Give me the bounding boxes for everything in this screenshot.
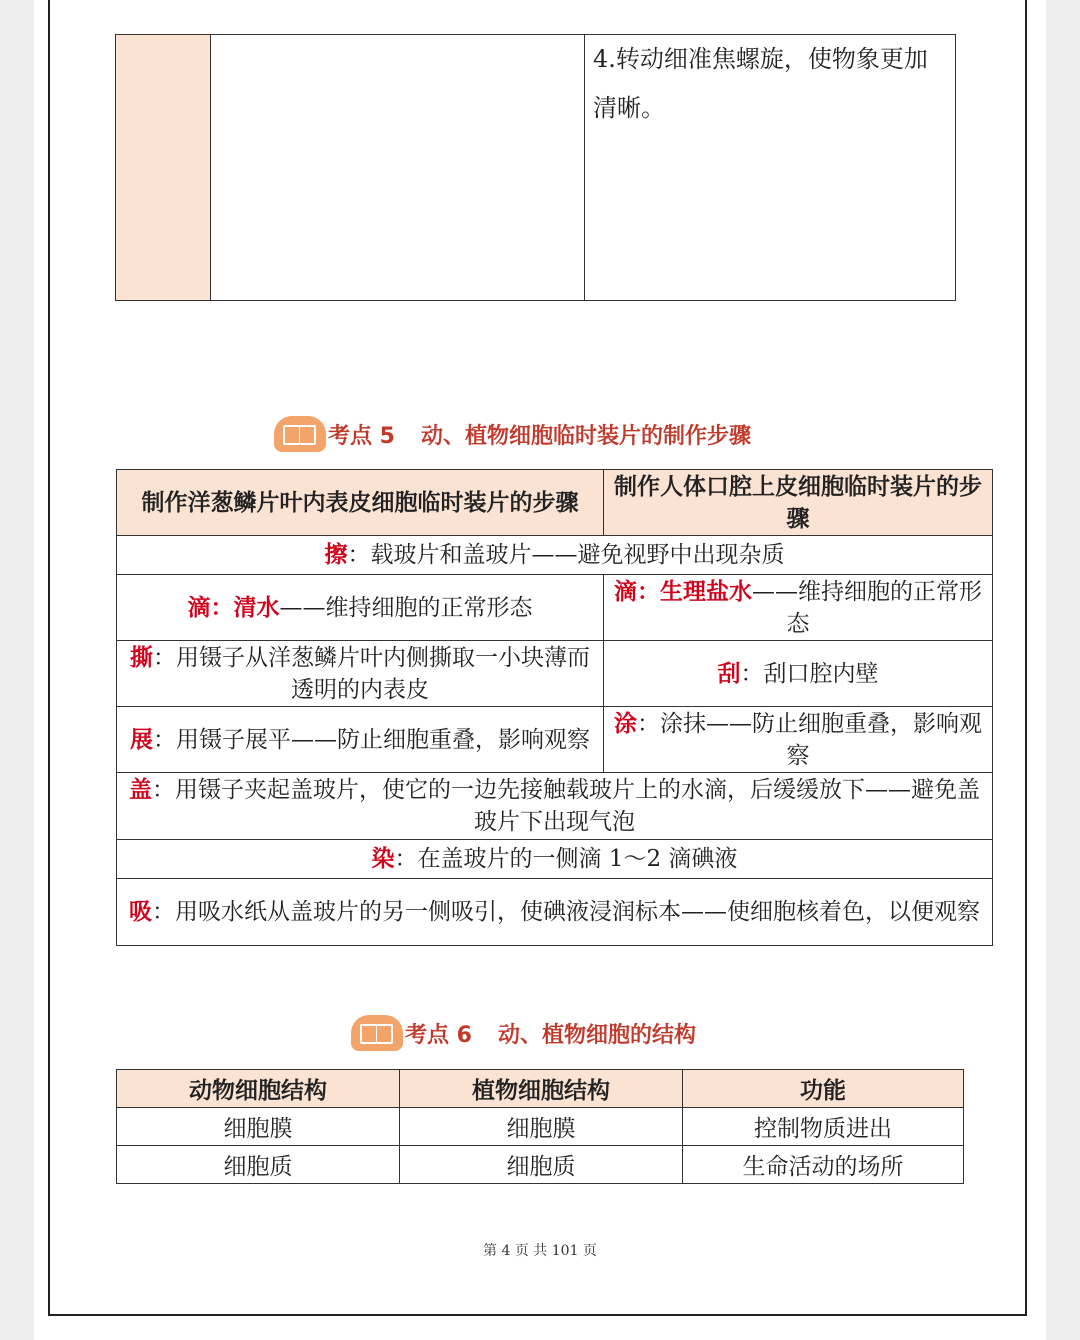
step-cheek-drop xyxy=(604,575,993,641)
structure-cell: 细胞质 xyxy=(400,1146,683,1184)
step-key: 涂 xyxy=(614,710,637,737)
steps-header-onion: 制作洋葱鳞片叶内表皮细胞临时装片的步骤 xyxy=(117,470,604,536)
step-key: 刮 xyxy=(717,660,741,687)
fragment-right-text: 4.转动细准焦螺旋，使物象更加清晰。 xyxy=(593,45,928,122)
structure-table xyxy=(116,1069,964,1184)
step-sep: ： xyxy=(637,578,660,605)
section5-title: 动、植物细胞临时装片的制作步骤 xyxy=(420,423,751,449)
step-row-stain xyxy=(117,840,993,879)
book-icon xyxy=(274,416,326,452)
step-highlight: 清水 xyxy=(233,594,280,621)
fragment-middle-cell xyxy=(211,35,585,301)
book-icon xyxy=(351,1015,403,1051)
step-text: 用吸水纸从盖玻片的另一侧吸引，使碘液浸润标本——使细胞核着色，以便观察 xyxy=(175,899,980,925)
step-text: 涂抹——防止细胞重叠，影响观察 xyxy=(660,710,982,769)
step-key: 擦 xyxy=(324,542,348,568)
step-text: 用镊子展平——防止细胞重叠，影响观察 xyxy=(176,726,590,753)
section6-title: 动、植物细胞的结构 xyxy=(497,1022,696,1048)
structure-cell: 细胞膜 xyxy=(400,1108,683,1146)
section5-number: 考点 5 xyxy=(328,423,395,449)
step-row-wipe xyxy=(117,536,993,575)
structure-header-animal: 动物细胞结构 xyxy=(117,1070,400,1108)
step-highlight: 生理盐水 xyxy=(660,578,752,605)
step-onion-drop xyxy=(117,575,604,641)
step-cheek-smear xyxy=(604,707,993,773)
structure-cell: 生命活动的场所 xyxy=(683,1146,964,1184)
structure-header-function: 功能 xyxy=(683,1070,964,1108)
step-sep: ： xyxy=(740,660,764,687)
structure-cell: 控制物质进出 xyxy=(683,1108,964,1146)
step-sep: ： xyxy=(347,542,371,568)
step-sep: ： xyxy=(153,726,176,753)
previous-table-fragment xyxy=(115,34,956,301)
step-text: 用镊子从洋葱鳞片叶内侧撕取一小块薄而透明的内表皮 xyxy=(176,644,590,703)
fragment-label-cell xyxy=(116,35,211,301)
step-key: 展 xyxy=(130,726,153,753)
step-key: 染 xyxy=(371,846,395,872)
step-text: 载玻片和盖玻片——避免视野中出现杂质 xyxy=(370,542,785,568)
step-text: 刮口腔内壁 xyxy=(763,660,879,687)
step-text: ——维持细胞的正常形态 xyxy=(279,594,533,621)
structure-header-plant: 植物细胞结构 xyxy=(400,1070,683,1108)
step-sep: ： xyxy=(152,777,175,803)
step-key: 吸 xyxy=(129,899,152,925)
step-key: 撕 xyxy=(130,644,153,671)
step-onion-tear xyxy=(117,641,604,707)
step-sep: ： xyxy=(153,644,176,671)
step-key: 滴 xyxy=(614,578,637,605)
step-sep: ： xyxy=(637,710,660,737)
table-row xyxy=(117,1108,964,1146)
step-text: 在盖玻片的一侧滴 1～2 滴碘液 xyxy=(417,846,738,872)
step-text: 用镊子夹起盖玻片，使它的一边先接触载玻片上的水滴，后缓缓放下——避免盖玻片下出现气泡 xyxy=(175,777,980,835)
structure-cell: 细胞膜 xyxy=(117,1108,400,1146)
step-cheek-scrape xyxy=(604,641,993,707)
step-key: 盖 xyxy=(129,777,152,803)
steps-header-cheek: 制作人体口腔上皮细胞临时装片的步骤 xyxy=(604,470,993,536)
step-key: 滴 xyxy=(187,594,211,621)
step-sep: ： xyxy=(152,899,175,925)
table-row xyxy=(117,1146,964,1184)
section6-heading xyxy=(351,1013,696,1053)
step-sep: ： xyxy=(394,846,418,872)
structure-cell: 细胞质 xyxy=(117,1146,400,1184)
page-footer: 第 4 页 共 101 页 xyxy=(483,1243,597,1259)
step-onion-spread xyxy=(117,707,604,773)
fragment-right-cell xyxy=(585,35,956,301)
step-sep: ： xyxy=(210,594,234,621)
step-text: ——维持细胞的正常形态 xyxy=(752,578,982,637)
step-row-absorb xyxy=(117,879,993,946)
section6-number: 考点 6 xyxy=(405,1022,472,1048)
step-row-cover xyxy=(117,773,993,840)
section5-heading xyxy=(274,414,751,454)
steps-table xyxy=(116,469,993,946)
